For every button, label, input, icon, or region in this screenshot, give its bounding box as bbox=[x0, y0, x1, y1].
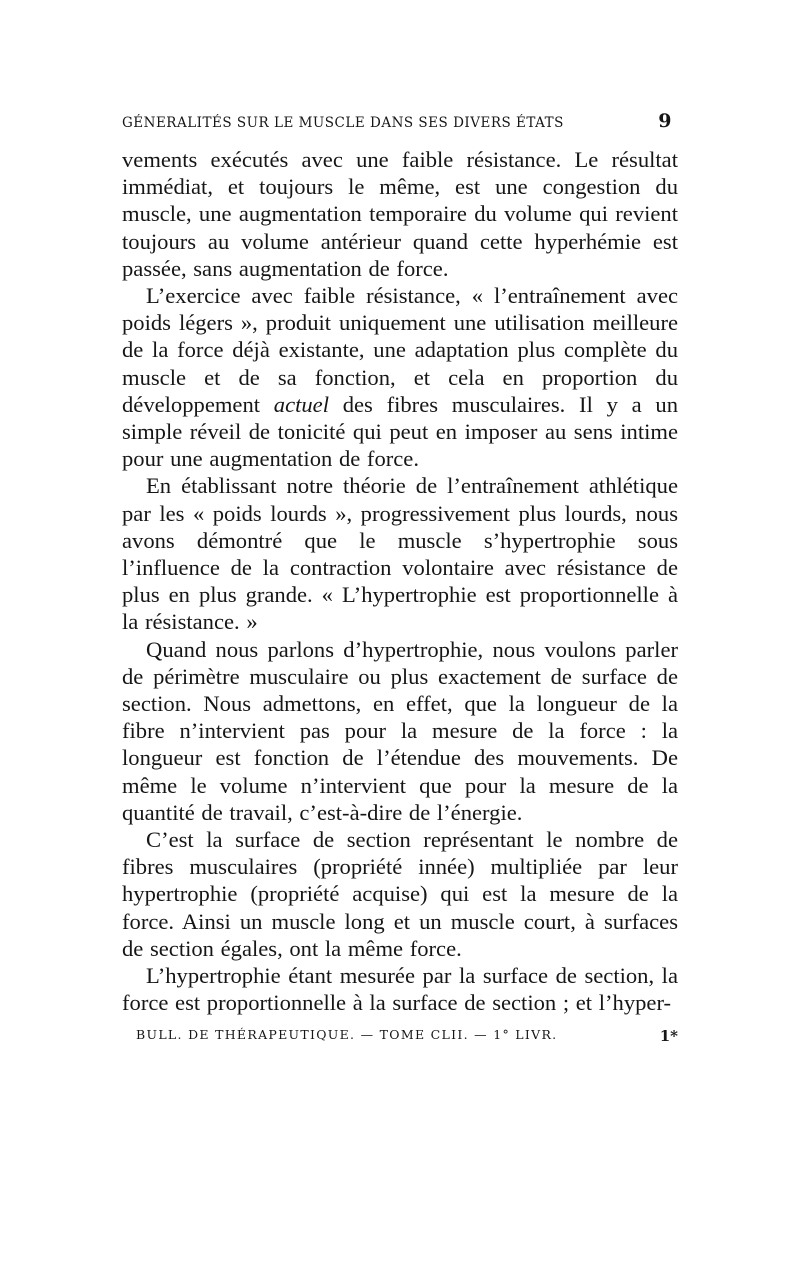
paragraph bbox=[122, 962, 678, 1016]
text-run: C’est la surface de section représentant le nombre de fibres musculaires (propriété innée) multipliée par leur hypertrophie (propriété acquise) qui est la mesure de la force. Ainsi un muscle long et un muscle court, à surfaces de section égales, ont la même force. bbox=[122, 827, 678, 961]
paragraph bbox=[122, 472, 678, 635]
footer-imprint: BULL. DE THÉRAPEUTIQUE. — TOME CLII. — 1° LIVR. bbox=[136, 1026, 558, 1042]
paragraph bbox=[122, 146, 678, 282]
page-footer bbox=[122, 1027, 678, 1045]
italic-text: actuel bbox=[273, 391, 329, 417]
book-page bbox=[122, 110, 678, 1045]
text-run: Quand nous parlons d’hypertrophie, nous voulons parler de périmètre musculaire ou plus exactement de surface de section. Nous admettons, en effet, que la longueur de la fibre n’intervient pas pour la mesure de la force : la longueur est fonction de l’étendue des mouvements. De même le volume n’intervient que pour la mesure de la quantité de travail, c’est-à-dire de l’énergie. bbox=[122, 636, 678, 825]
running-head bbox=[122, 110, 678, 146]
text-run: En établissant notre théorie de l’entraînement athlétique par les « poids lourds », progressivement plus lourds, nous avons démontré que le muscle s’hypertrophie sous l’influence de la contraction volontaire avec résistance de plus en plus grande. « L’hypertrophie est proportionnelle à la résistance. » bbox=[122, 473, 678, 635]
paragraph bbox=[122, 282, 678, 472]
text-run: vements exécutés avec une faible résistance. Le résultat immédiat, et toujours le même, est une congestion du muscle, une augmentation temporaire du volume qui revient toujours au volume antérieur quand cette hyperhémie est passée, sans augmentation de force. bbox=[122, 147, 678, 281]
paragraph bbox=[122, 826, 678, 962]
text-run: des fibres musculaires. Il y a un simple réveil de tonicité qui peut en imposer au sens intime pour une augmentation de force. bbox=[122, 391, 678, 472]
running-head-title: GÉNERALITÉS SUR LE MUSCLE DANS SES DIVERS ÉTATS bbox=[122, 115, 564, 131]
page-number: 9 bbox=[658, 110, 672, 132]
text-run: L’exercice avec faible résistance, « l’entraînement avec poids légers », produit uniquement une utilisation meilleure de la force déjà existante, une adaptation plus complète du muscle et de sa fonction, et cela en proportion du développement bbox=[122, 283, 678, 417]
body-text bbox=[122, 146, 678, 1017]
signature-mark: 1* bbox=[659, 1026, 678, 1045]
text-run: L’hypertrophie étant mesurée par la surface de section, la force est proportionnelle à la surface de section ; et l’hyper- bbox=[122, 963, 678, 1016]
paragraph bbox=[122, 636, 678, 826]
